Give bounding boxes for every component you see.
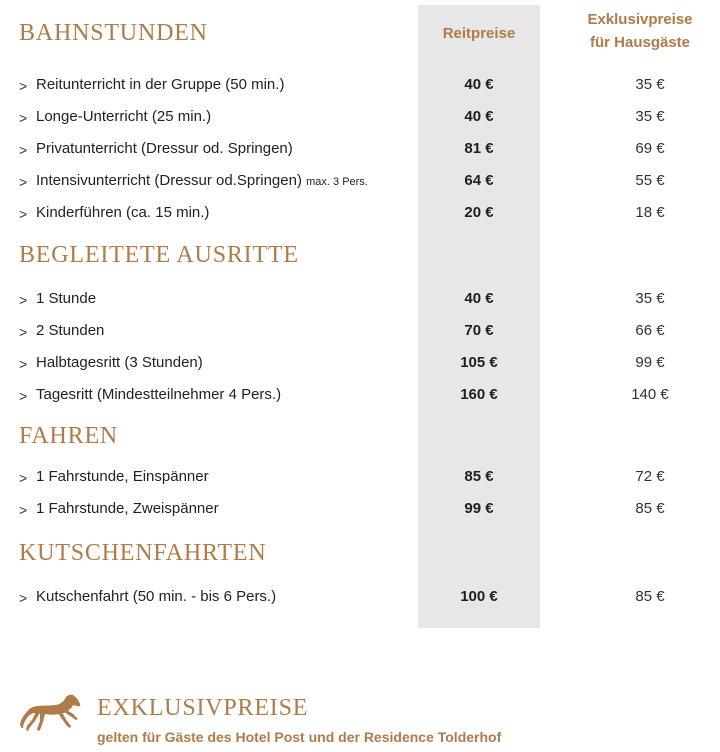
header-exklusivpreise-line1: Exklusivpreise — [587, 11, 693, 28]
footer-subtitle: gelten für Gäste des Hotel Post und der Residence Tolderhof — [97, 729, 502, 745]
header-reitpreise: Reitpreise — [442, 25, 516, 42]
price-reit: 20 € — [464, 204, 494, 221]
list-item — [0, 494, 720, 526]
chevron-right-icon: > — [19, 292, 28, 308]
section-title-fahren: FAHREN — [19, 423, 119, 449]
section-title-bahnstunden: BAHNSTUNDEN — [19, 20, 208, 46]
price-reit: 100 € — [460, 588, 498, 605]
price-reit: 105 € — [460, 354, 498, 371]
item-label: Longe-Unterricht (25 min.) — [36, 108, 212, 125]
chevron-right-icon: > — [19, 356, 28, 372]
price-exklusiv: 18 € — [635, 204, 665, 221]
horse-icon — [18, 693, 82, 739]
price-reit: 85 € — [464, 468, 494, 485]
header-exklusivpreise-line2: für Hausgäste — [589, 34, 691, 51]
price-reit: 40 € — [464, 290, 494, 307]
header-exklusivpreise — [560, 8, 720, 54]
item-label-with-note — [36, 171, 368, 192]
list-item — [0, 102, 720, 134]
price-exklusiv: 140 € — [631, 386, 669, 403]
item-label: 1 Stunde — [36, 290, 97, 307]
chevron-right-icon: > — [19, 78, 28, 94]
price-exklusiv: 55 € — [635, 172, 665, 189]
price-reit: 40 € — [464, 108, 494, 125]
item-label: 1 Fahrstunde, Zweispänner — [36, 500, 219, 517]
item-label: Tagesritt (Mindestteilnehmer 4 Pers.) — [36, 386, 282, 403]
list-item — [0, 348, 720, 380]
item-label: Halbtagesritt (3 Stunden) — [36, 354, 203, 371]
price-exklusiv: 66 € — [635, 322, 665, 339]
price-reit: 99 € — [464, 500, 494, 517]
chevron-right-icon: > — [19, 388, 28, 404]
item-label: Reitunterricht in der Gruppe (50 min.) — [36, 76, 285, 93]
list-item — [0, 166, 720, 198]
list-item — [0, 134, 720, 166]
price-exklusiv: 35 € — [635, 108, 665, 125]
price-reit: 70 € — [464, 322, 494, 339]
price-exklusiv: 99 € — [635, 354, 665, 371]
price-exklusiv: 35 € — [635, 290, 665, 307]
price-reit: 81 € — [464, 140, 494, 157]
item-label: Intensivunterricht (Dressur od.Springen) — [36, 172, 302, 189]
price-exklusiv: 72 € — [635, 468, 665, 485]
section-title-begleitete-ausritte: BEGLEITETE AUSRITTE — [19, 242, 299, 268]
list-item — [0, 582, 720, 614]
list-item — [0, 284, 720, 316]
item-label: 1 Fahrstunde, Einspänner — [36, 468, 209, 485]
chevron-right-icon: > — [19, 470, 28, 486]
chevron-right-icon: > — [19, 174, 28, 190]
price-exklusiv: 85 € — [635, 588, 665, 605]
price-exklusiv: 69 € — [635, 140, 665, 157]
item-label: Kinderführen (ca. 15 min.) — [36, 204, 210, 221]
chevron-right-icon: > — [19, 324, 28, 340]
section-title-kutschenfahrten: KUTSCHENFAHRTEN — [19, 540, 267, 566]
item-label: 2 Stunden — [36, 322, 105, 339]
item-label: Privatunterricht (Dressur od. Springen) — [36, 140, 293, 157]
chevron-right-icon: > — [19, 590, 28, 606]
list-item — [0, 462, 720, 494]
list-item — [0, 316, 720, 348]
item-note: max. 3 Pers. — [306, 176, 368, 188]
chevron-right-icon: > — [19, 502, 28, 518]
list-item — [0, 70, 720, 102]
list-item — [0, 198, 720, 230]
item-label: Kutschenfahrt (50 min. - bis 6 Pers.) — [36, 588, 277, 605]
price-exklusiv: 35 € — [635, 76, 665, 93]
price-reit: 64 € — [464, 172, 494, 189]
footer-title: EXKLUSIVPREISE — [97, 695, 309, 721]
price-exklusiv: 85 € — [635, 500, 665, 517]
price-reit: 160 € — [460, 386, 498, 403]
price-reit: 40 € — [464, 76, 494, 93]
chevron-right-icon: > — [19, 110, 28, 126]
chevron-right-icon: > — [19, 206, 28, 222]
list-item — [0, 380, 720, 412]
chevron-right-icon: > — [19, 142, 28, 158]
